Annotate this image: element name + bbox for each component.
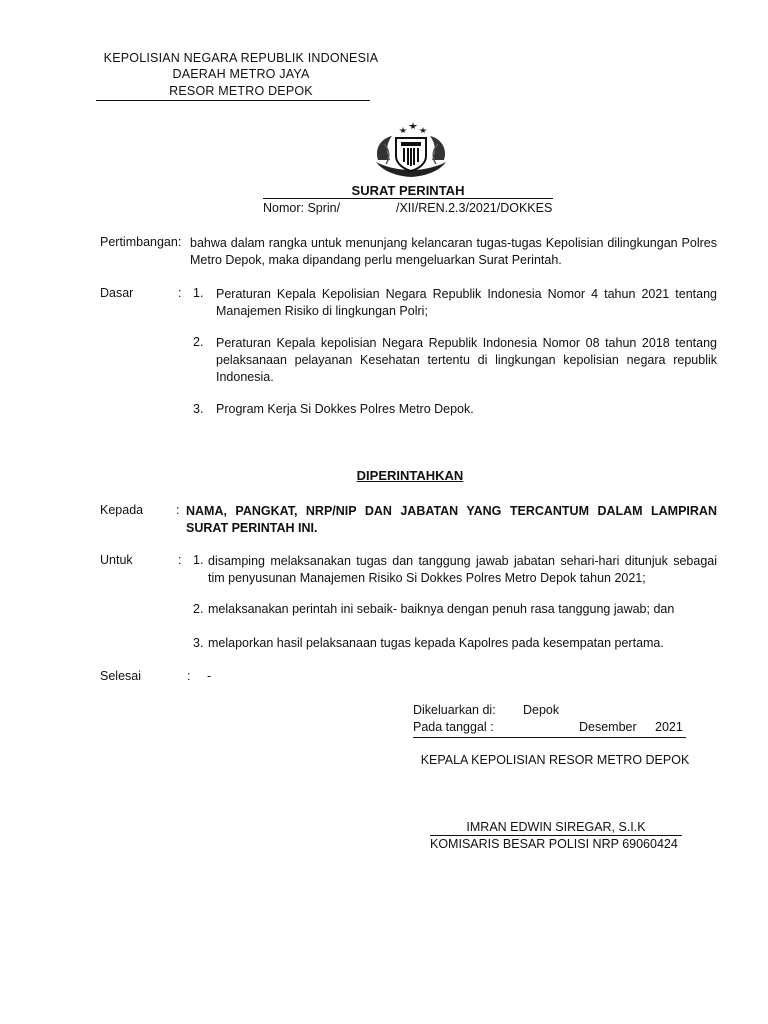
- untuk-item-2-text: melaksanakan perintah ini sebaik- baiknya dengan penuh rasa tanggung jawab; dan: [208, 602, 675, 616]
- untuk-item-3-text: melaporkan hasil pelaksanaan tugas kepada Kapolres pada kesempatan pertama.: [208, 636, 664, 650]
- untuk-item-1-text: disamping melaksanakan tugas dan tanggung jawab jabatan sehari-hari ditunjuk sebagai tim penyusunan Manajemen Risiko Si Dokkes Polres Metro Depok tahun 2021;: [208, 554, 717, 585]
- dasar-item-1-number: 1.: [193, 286, 204, 300]
- polri-emblem-icon: [368, 120, 454, 182]
- untuk-item-1-number: 1.: [193, 553, 204, 567]
- pertimbangan-label: Pertimbangan:: [100, 235, 182, 249]
- untuk-item-2-number: 2.: [193, 602, 204, 616]
- pertimbangan-text: bahwa dalam rangka untuk menunjang kelancaran tugas-tugas Kepolisian dilingkungan Polres Metro Depok, maka dipandang perlu mengeluarkan Surat Perintah.: [190, 236, 717, 267]
- kepada-text: NAMA, PANGKAT, NRP/NIP DAN JABATAN YANG TERCANTUM DALAM LAMPIRAN SURAT PERINTAH INI.: [186, 504, 717, 535]
- nomor-label: Nomor: Sprin/: [263, 201, 341, 215]
- dasar-item-2-text: Peraturan Kepala kepolisian Negara Republik Indonesia Nomor 08 tahun 2018 tentang pelaksanaan pelayanan Kesehatan tertentu di lingkungan kepolisian negara republik Indonesia.: [216, 336, 717, 384]
- document-title: SURAT PERINTAH: [351, 183, 465, 198]
- selesai-colon: :: [187, 669, 191, 683]
- issued-place-label: Dikeluarkan di:: [413, 703, 496, 717]
- signatory-name-underline: [430, 835, 682, 836]
- header-underline: [96, 100, 370, 101]
- kepada-colon: :: [176, 503, 180, 517]
- issued-date-month: Desember: [579, 720, 637, 734]
- dasar-colon: :: [178, 286, 182, 300]
- diperintahkan-heading: DIPERINTAHKAN: [356, 468, 464, 483]
- signatory-position: KEPALA KEPOLISIAN RESOR METRO DEPOK: [420, 753, 690, 767]
- header-line-2: DAERAH METRO JAYA: [172, 67, 310, 81]
- issued-underline: [413, 737, 686, 738]
- dasar-label: Dasar: [100, 286, 134, 300]
- header-line-3: RESOR METRO DEPOK: [169, 84, 313, 98]
- untuk-item-3-number: 3.: [193, 636, 204, 650]
- untuk-colon: :: [178, 553, 182, 567]
- selesai-value: -: [207, 669, 212, 683]
- dasar-item-2-number: 2.: [193, 335, 204, 349]
- untuk-label: Untuk: [100, 553, 133, 567]
- dasar-item-3-number: 3.: [193, 402, 204, 416]
- issued-date-year: 2021: [655, 720, 683, 734]
- dasar-item-1-text: Peraturan Kepala Kepolisian Negara Republik Indonesia Nomor 4 tahun 2021 tentang Manajemen Risiko di lingkungan Polri;: [216, 287, 717, 318]
- title-underline: [263, 198, 553, 199]
- header-line-1: KEPOLISIAN NEGARA REPUBLIK INDONESIA: [103, 51, 379, 65]
- nomor-value: /XII/REN.2.3/2021/DOKKES: [396, 201, 553, 215]
- dasar-item-3-text: Program Kerja Si Dokkes Polres Metro Depok.: [216, 402, 474, 416]
- signatory-rank: KOMISARIS BESAR POLISI NRP 69060424: [430, 837, 678, 851]
- kepada-label: Kepada: [100, 503, 144, 517]
- selesai-label: Selesai: [100, 669, 141, 683]
- signatory-name: IMRAN EDWIN SIREGAR, S.I.K: [466, 820, 646, 834]
- issued-place-value: Depok: [523, 703, 560, 717]
- issued-date-label: Pada tanggal :: [413, 720, 494, 734]
